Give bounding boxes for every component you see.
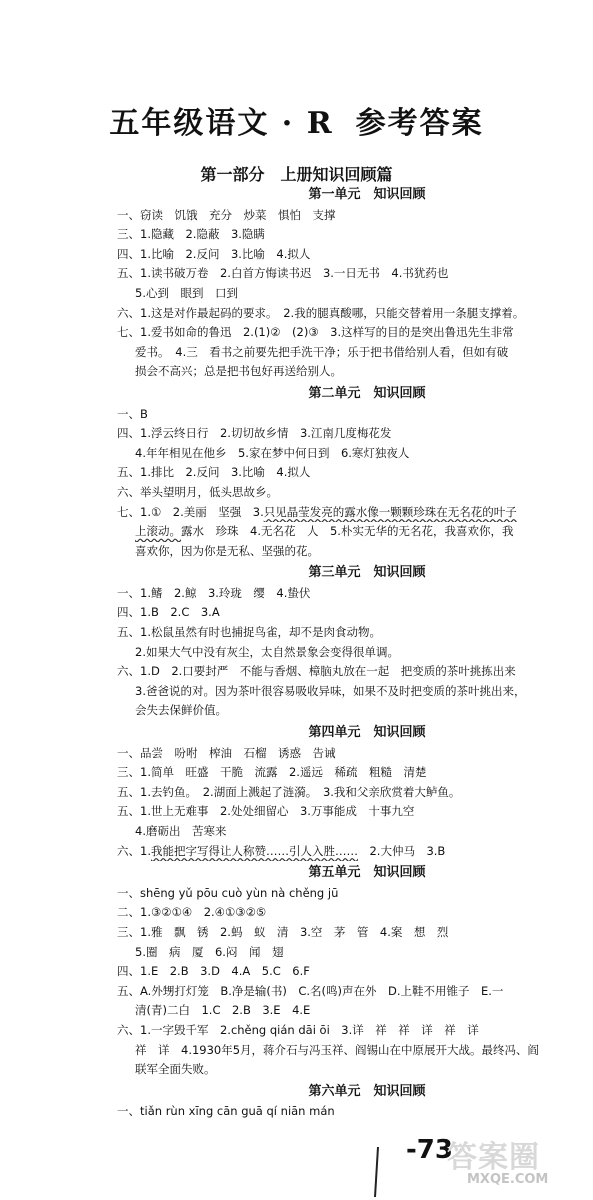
unit-2-line — [117, 522, 577, 542]
unit-4-line: 三、1.简单 旺盛 干脆 流露 2.遥远 稀疏 粗糙 清楚 — [117, 765, 427, 780]
part-title: 第一部分 上册知识回顾篇 — [200, 165, 393, 184]
unit-4-line — [117, 842, 577, 862]
unit-1-line: 5.心到 眼到 口到 — [135, 285, 238, 300]
unit-2-line: 四、1.浮云终日行 2.切切故乡情 3.江南几度梅花发 — [117, 426, 392, 441]
unit-5-line: 祥 详 4.1930年5月，蒋介石与冯玉祥、阎锡山在中原展开大战。最终冯、阎 — [135, 1042, 540, 1057]
unit-5-line: 一、shēng yǔ pōu cuò yùn nà chěng jū — [117, 885, 339, 900]
unit-5-line: 二、1.③②①④ 2.④①③②⑤ — [117, 905, 267, 920]
unit-6-title: 第六单元 知识回顾 — [308, 1083, 426, 1099]
unit-2-line: 喜欢你，因为你是无私、坚强的花。 — [135, 543, 319, 558]
unit-5-line: 六、1.一字毁千军 2.chěng qián dāi ōi 3.详 祥 祥 详 祥 详 — [117, 1022, 479, 1037]
unit-3-line: 五、1.松鼠虽然有时也捕捉鸟雀，却不是肉食动物。 — [117, 625, 381, 640]
unit-1-line: 三、1.隐藏 2.隐蔽 3.隐瞒 — [117, 227, 265, 242]
title-right: 参考答案 — [355, 106, 484, 141]
unit-5-line: 五、A.外甥打灯笼 B.净是输(书) C.名(鸣)声在外 D.上鞋不用锥子 E.一 — [117, 983, 504, 998]
unit-2-line-prefix: 七、1.① 2.美丽 坚强 3. — [117, 504, 264, 519]
unit-4-line: 一、品尝 吩咐 榨油 石榴 诱惑 告诫 — [117, 745, 336, 760]
unit-6-line: 一、tiǎn rùn xīng cān guā qí niān mán — [117, 1104, 335, 1119]
unit-1-line: 七、1.爱书如命的鲁迅 2.(1)② (2)③ 3.这样写的目的是突出鲁迅先生非常 — [117, 325, 514, 340]
unit-2-line: 4.年年相见在他乡 5.家在梦中何日到 6.寒灯独夜人 — [135, 445, 410, 460]
page-number: -73 — [406, 1135, 453, 1165]
unit-1-line: 四、1.比喻 2.反问 3.比喻 4.拟人 — [117, 246, 311, 261]
unit-3-line: 四、1.B 2.C 3.A — [117, 605, 220, 620]
unit-3-line: 2.如果大气中没有灰尘，太自然景象会变得很单调。 — [135, 644, 399, 659]
unit-3-line: 一、1.鳍 2.鲸 3.玲珑 缨 4.蛰伏 — [117, 585, 311, 600]
unit-4-line-prefix: 六、1. — [117, 843, 151, 858]
unit-2-line — [117, 503, 577, 523]
unit-4-title: 第四单元 知识回顾 — [308, 725, 426, 741]
unit-5-title: 第五单元 知识回顾 — [308, 865, 426, 881]
watermark — [447, 1132, 585, 1192]
unit-1-line: 一、窃读 饥饿 充分 炒菜 惧怕 支撑 — [117, 207, 336, 222]
unit-2-line: 六、举头望明月，低头思故乡。 — [117, 484, 278, 499]
unit-4-line: 五、1.世上无难事 2.处处细留心 3.万事能成 十事九空 — [117, 804, 415, 819]
unit-1-title: 第一单元 知识回顾 — [308, 187, 426, 202]
wavy-underlined-sentence: 我能把字写得让人称赞……引人入胜…… — [150, 843, 358, 858]
unit-2-line: 一、B — [117, 406, 148, 421]
unit-1-line: 爱书。 4.三 看书之前要先把手洗干净；乐于把书借给别人看，但如有破 — [135, 344, 509, 359]
answer-content — [117, 183, 577, 1122]
page-title — [0, 98, 593, 142]
unit-5-line: 四、1.E 2.B 3.D 4.A 5.C 6.F — [117, 964, 310, 979]
unit-3-line: 3.爸爸说的对。因为茶叶很容易吸收异味，如果不及时把变质的茶叶挑出来， — [135, 683, 526, 698]
title-left: 五年级语文 · R — [109, 106, 334, 141]
unit-4-line: 4.磨砺出 苦寒来 — [135, 824, 227, 838]
unit-2-line: 五、1.排比 2.反问 3.比喻 4.拟人 — [117, 465, 311, 480]
unit-2-title: 第二单元 知识回顾 — [308, 385, 426, 401]
unit-1-line: 六、1.这是对作最起码的要求。 2.我的腿真酸哪，只能交替着用一条腿支撑着。 — [117, 305, 525, 320]
unit-4-line: 五、1.去钓鱼。 2.湖面上溅起了涟漪。 3.我和父亲欣赏着大鲈鱼。 — [117, 784, 461, 799]
unit-5-line: 三、1.雅 飘 锈 2.蚂 蚁 清 3.空 茅 管 4.案 想 烈 — [117, 924, 449, 939]
pen-stroke-mark — [372, 1145, 384, 1200]
wavy-underlined-end: 上滚动。 — [135, 524, 181, 539]
unit-5-line: 清(青)二白 1.C 2.B 3.E 4.E — [135, 1003, 311, 1018]
unit-2-line-rest: 露水 珍珠 4.无名花 人 5.朴实无华的无名花，我喜欢你，我 — [181, 524, 514, 539]
watermark-url: MXQE.COM — [467, 1172, 549, 1187]
wavy-underlined-sentence: 只见晶莹发亮的露水像一颗颗珍珠在无名花的叶子 — [263, 504, 517, 519]
unit-3-line: 六、1.D 2.口要封严 不能与香烟、樟脑丸放在一起 把变质的茶叶挑拣出来 — [117, 664, 516, 679]
unit-3-title: 第三单元 知识回顾 — [308, 565, 426, 581]
unit-1-line: 损会不高兴；总是把书包好再送给别人。 — [135, 364, 342, 379]
watermark-logo: 答案圈 — [447, 1140, 540, 1175]
unit-1-line: 五、1.读书破万卷 2.白首方悔读书迟 3.一日无书 4.书犹药也 — [117, 266, 449, 281]
unit-5-line: 5.圈 病 厦 6.闷 闻 翅 — [135, 944, 284, 959]
unit-3-line: 会失去保鲜价值。 — [135, 703, 227, 718]
unit-5-line: 联军全面失败。 — [135, 1062, 216, 1077]
unit-4-line-rest: 2.大仲马 3.B — [369, 843, 446, 858]
